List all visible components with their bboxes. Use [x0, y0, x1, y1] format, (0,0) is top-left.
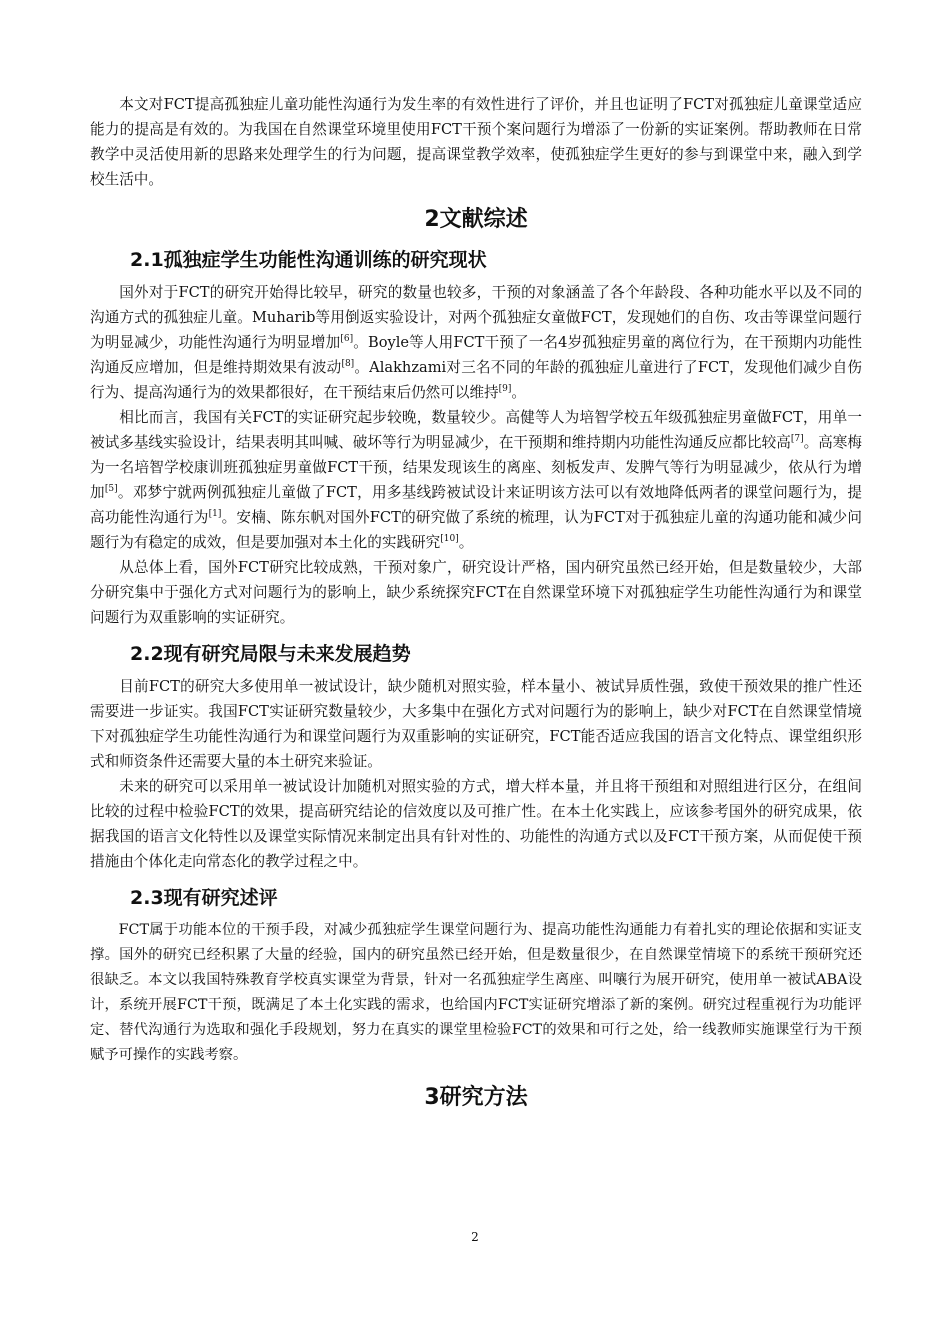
citation-ref: [10] — [440, 534, 459, 545]
text-run: 。邓梦宁就两例孤独症儿童做了FCT，用多基线跨被试设计来证明该方法可以有效地降低两者的课堂问题行为，提高功能性沟通行为 — [90, 484, 862, 526]
section-2-1-paragraph-3: 从总体上看，国外FCT研究比较成熟，干预对象广，研究设计严格，国内研究虽然已经开始，但是数量较少，大部分研究集中于强化方式对问题行为的影响上，缺少系统探究FCT在自然课堂环境下对孤独症学生功能性沟通行为和课堂问题行为双重影响的实证研究。 — [90, 559, 862, 626]
text-run: 。 — [511, 384, 526, 401]
citation-ref: [7] — [790, 434, 804, 445]
text-run: 。高寒梅为一名培智学校康训班孤独症男童做FCT干预，结果发现该生的离座、刻板发声、发脾气等行为明显减少，依从行为增加 — [90, 434, 862, 501]
section-2-1-paragraph-2 — [90, 405, 862, 555]
text-run: 。安楠、陈东帆对国外FCT的研究做了系统的梳理，认为FCT对于孤独症儿童的沟通功能和减少问题行为有稳定的成效，但是要加强对本土化的实践研究 — [90, 509, 862, 551]
section-2-2-paragraph-2: 未来的研究可以采用单一被试设计加随机对照实验的方式，增大样本量，并且将干预组和对照组进行区分，在组间比较的过程中检验FCT的效果，提高研究结论的信效度以及可推广性。在本土化实践上，应该参考国外的研究成果，依据我国的语言文化特性以及课堂实际情况来制定出具有针对性的、功能性的沟通方式以及FCT干预方案，从而促使干预措施由个体化走向常态化的教学过程之中。 — [90, 778, 862, 870]
text-run: 。 — [458, 534, 474, 551]
section-2-2-paragraph-1: 目前FCT的研究大多使用单一被试设计，缺少随机对照实验，样本量小、被试异质性强，致使干预效果的推广性还需要进一步证实。我国FCT实证研究数量较少，大多集中在强化方式对问题行为的影响上，缺少对FCT在自然课堂情境下对孤独症学生功能性沟通行为和课堂问题行为双重影响的实证研究，FCT能否适应我国的语言文化特点、课堂组织形式和师资条件还需要大量的本土研究来验证。 — [90, 678, 862, 770]
chapter-2-heading: 2文献综述 — [424, 207, 528, 232]
section-2-1-heading: 2.1孤独症学生功能性沟通训练的研究现状 — [130, 249, 487, 271]
section-2-1-paragraph-1 — [90, 280, 862, 405]
citation-ref: [1] — [208, 509, 222, 520]
text-run: 相比而言，我国有关FCT的实证研究起步较晚，数量较少。高健等人为培智学校五年级孤独症男童做FCT，用单一被试多基线实验设计，结果表明其叫喊、破坏等行为明显减少，在干预期和维持期内功能性沟通反应都比较高 — [90, 409, 862, 451]
page-body — [90, 92, 862, 1124]
text-run: 。Boyle等人用FCT干预了一名4岁孤独症男童的离位行为，在干预期内功能性沟通反应增加，但是维持期效果有波动 — [90, 334, 862, 376]
section-2-2-heading: 2.2现有研究局限与未来发展趋势 — [130, 643, 411, 665]
citation-ref: [8] — [341, 359, 355, 370]
section-2-3-paragraph-1: FCT属于功能本位的干预手段，对减少孤独症学生课堂问题行为、提高功能性沟通能力有着扎实的理论依据和实证支撑。国外的研究已经积累了大量的经验，国内的研究虽然已经开始，但是数量很少，在自然课堂情境下的系统干预研究还很缺乏。本文以我国特殊教育学校真实课堂为背景，针对一名孤独症学生离座、叫嚷行为展开研究，使用单一被试ABA设计，系统开展FCT干预，既满足了本土化实践的需求，也给国内FCT实证研究增添了新的案例。研究过程重视行为功能评定、替代沟通行为选取和强化手段规划，努力在真实的课堂里检验FCT的效果和可行之处，给一线教师实施课堂行为干预赋予可操作的实践考察。 — [90, 922, 862, 1063]
intro-paragraph: 本文对FCT提高孤独症儿童功能性沟通行为发生率的有效性进行了评价，并且也证明了FCT对孤独症儿童课堂适应能力的提高是有效的。为我国在自然课堂环境里使用FCT干预个案问题行为增添了一份新的实证案例。帮助教师在日常教学中灵活使用新的思路来处理学生的行为问题，提高课堂教学效率，使孤独症学生更好的参与到课堂中来，融入到学校生活中。 — [90, 96, 862, 188]
page-number: 2 — [471, 1230, 479, 1244]
text-run: 。Alakhzami对三名不同的年龄的孤独症儿童进行了FCT，发现他们减少自伤行为、提高沟通行为的效果都很好，在干预结束后仍然可以维持 — [90, 359, 862, 401]
text-run: 国外对于FCT的研究开始得比较早，研究的数量也较多，干预的对象涵盖了各个年龄段、各种功能水平以及不同的沟通方式的孤独症儿童。Muharib等用倒返实验设计，对两个孤独症女童做FCT，发现她们的自伤、攻击等课堂问题行为明显减少，功能性沟通行为明显增加 — [90, 284, 862, 351]
citation-ref: [5] — [104, 484, 118, 495]
citation-ref: [9] — [498, 384, 512, 395]
section-2-3-heading: 2.3现有研究述评 — [130, 887, 278, 909]
citation-ref: [6] — [340, 334, 354, 345]
chapter-3-heading: 3研究方法 — [424, 1085, 528, 1110]
